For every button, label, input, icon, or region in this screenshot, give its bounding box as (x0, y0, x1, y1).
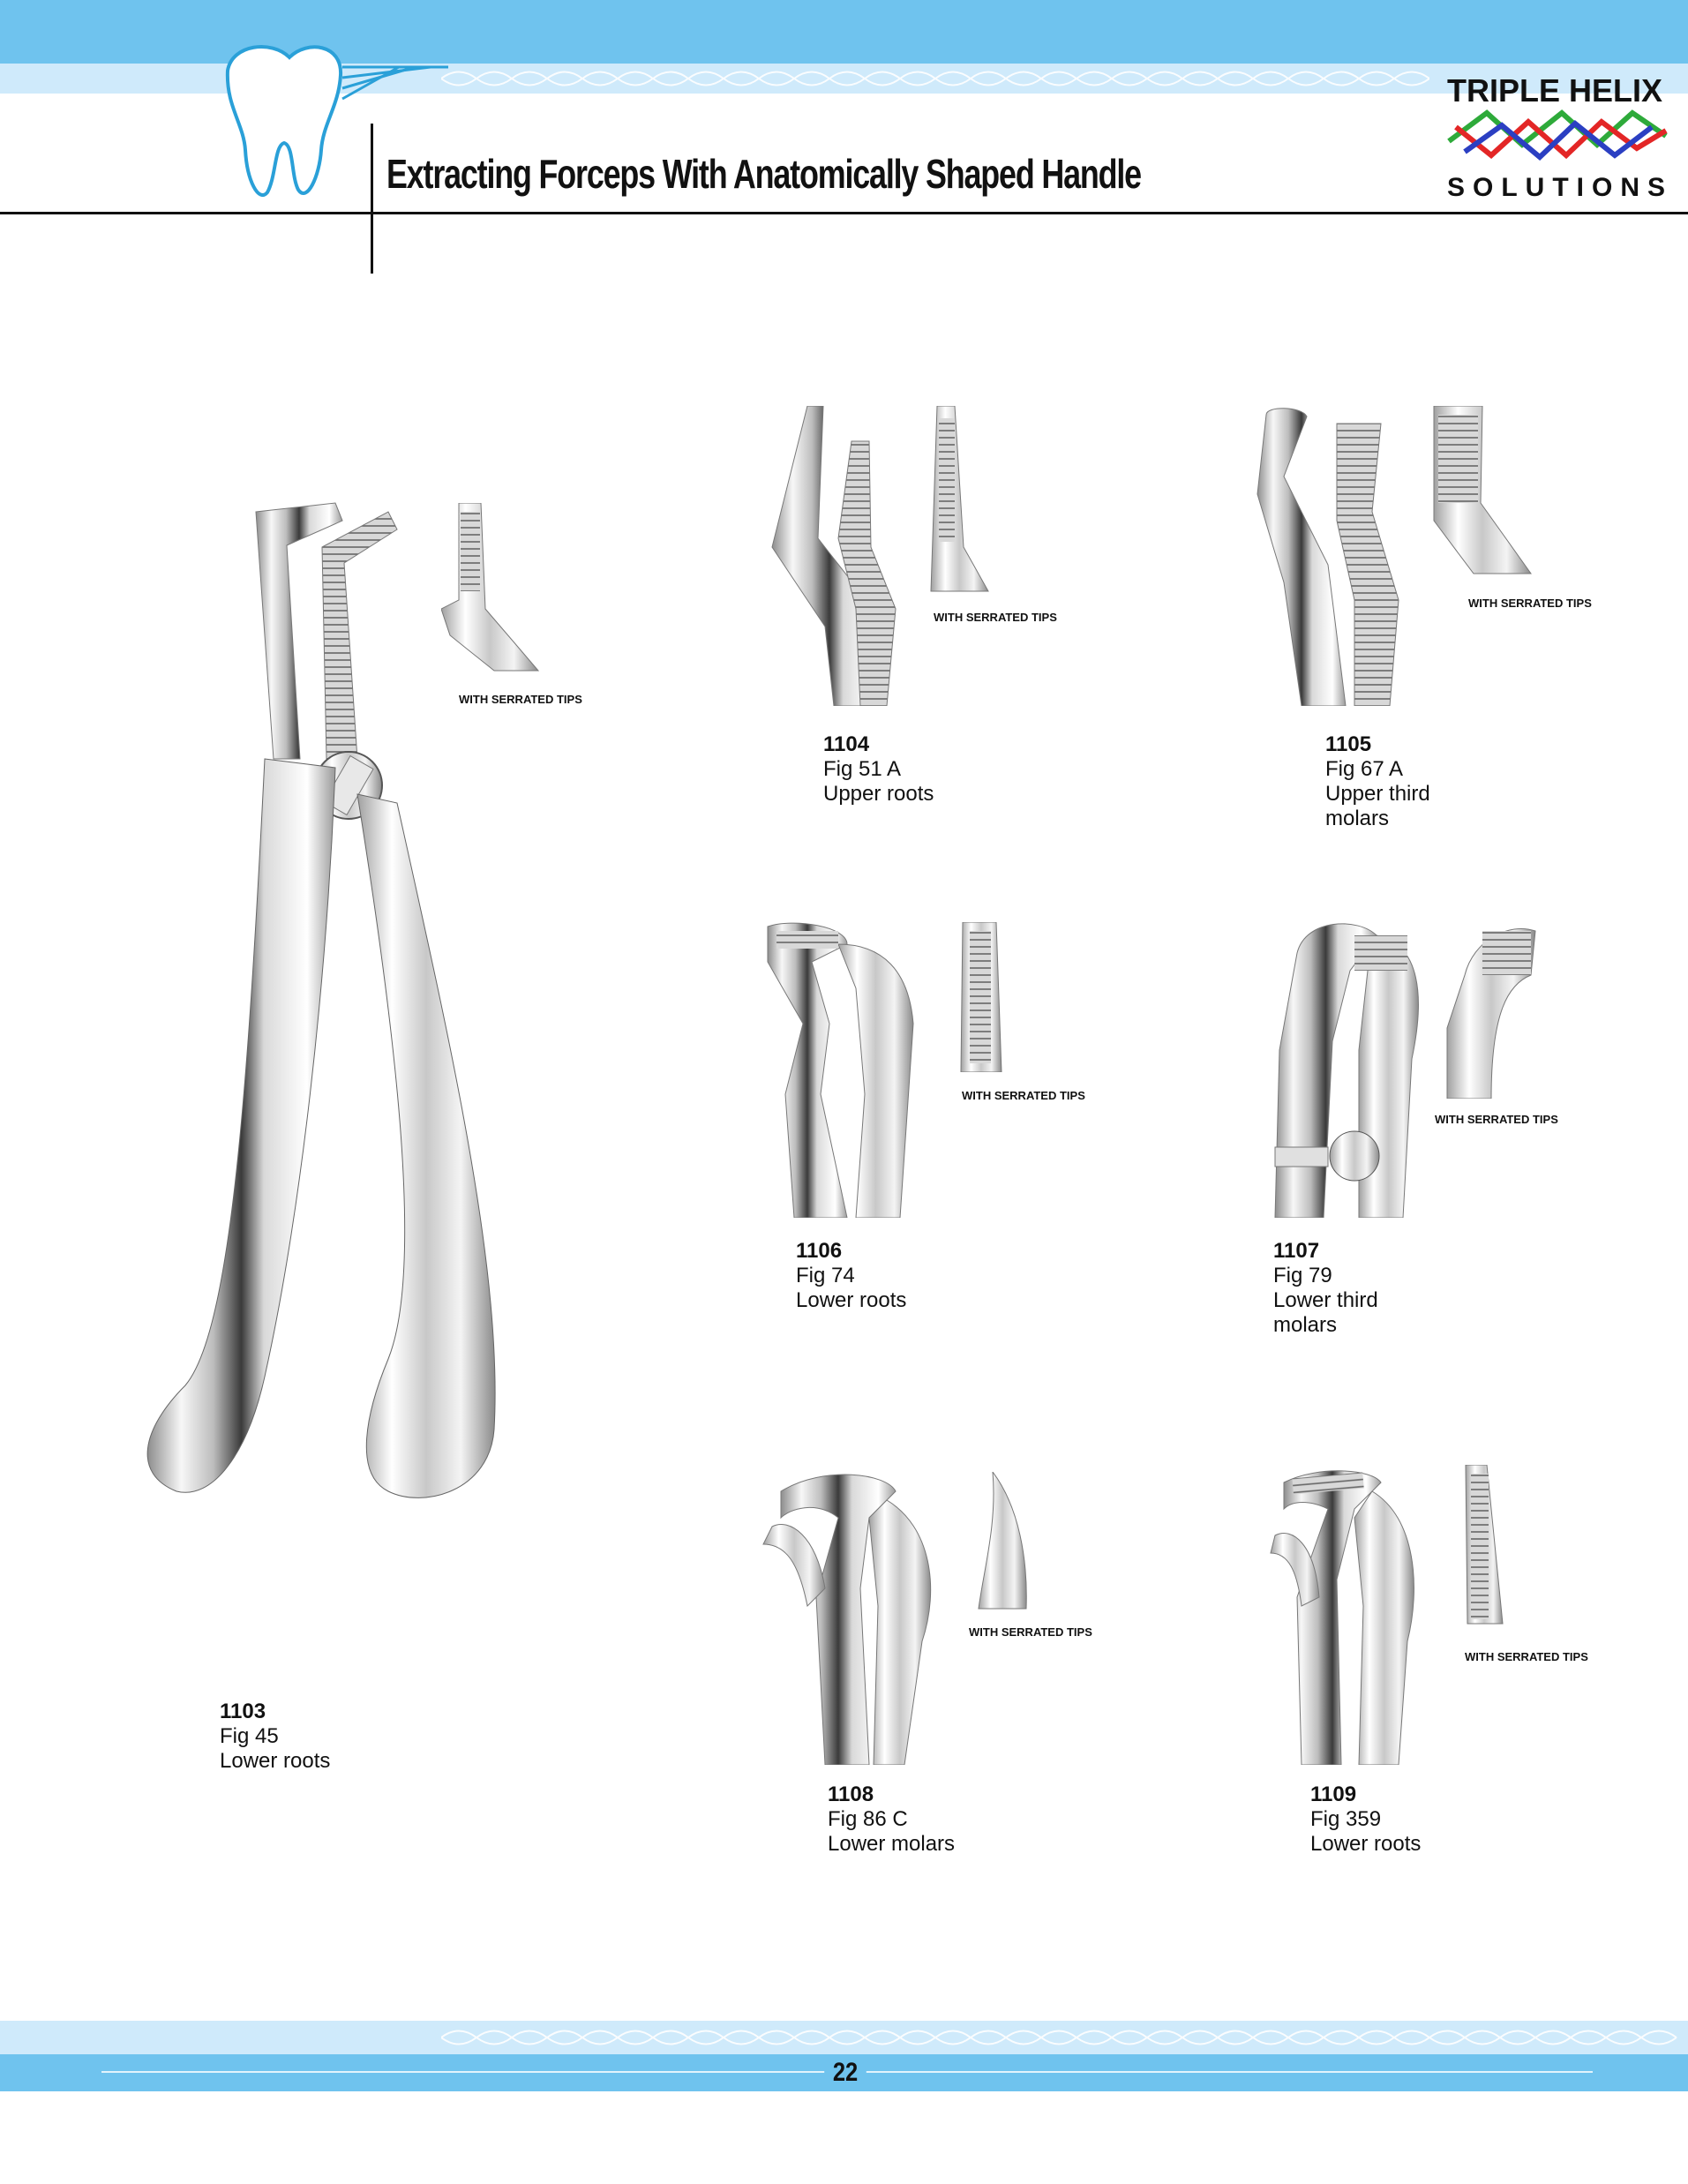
serrated-tip-1104-icon (927, 406, 997, 600)
product-desc-line-2: molars (1325, 807, 1390, 830)
page-number: 22 (824, 2054, 867, 2091)
tip-note: WITH SERRATED TIPS (459, 693, 582, 706)
serrated-tip-1106-icon (957, 922, 1010, 1072)
serrated-tip-1105-icon (1429, 406, 1535, 582)
page-title: Extracting Forceps With Anatomically Shaped Handle (386, 151, 1141, 197)
product-desc-line-1: Upper third (1325, 782, 1430, 806)
serrated-tip-1103-icon (441, 503, 547, 679)
product-code: 1107 (1273, 1239, 1320, 1263)
header-divider (371, 124, 373, 274)
serrated-tip-1107-icon (1438, 922, 1540, 1099)
forceps-1107-image[interactable] (1271, 918, 1429, 1218)
product-fig: Fig 86 C (828, 1807, 908, 1831)
product-code: 1109 (1310, 1782, 1357, 1806)
brand-name: TRIPLE HELIX (1447, 72, 1663, 109)
product-code: 1104 (823, 732, 870, 756)
forceps-1108-image[interactable] (754, 1465, 940, 1765)
chain-pattern (441, 2024, 1685, 2051)
tip-note: WITH SERRATED TIPS (962, 1089, 1085, 1102)
product-fig: Fig 74 (796, 1264, 855, 1287)
product-code: 1108 (828, 1782, 874, 1806)
product-code: 1106 (796, 1239, 843, 1263)
brand-subtitle: SOLUTIONS (1447, 173, 1674, 202)
chain-pattern (441, 65, 1429, 92)
product-fig: Fig 67 A (1325, 757, 1404, 781)
product-desc-line-2: molars (1273, 1313, 1338, 1337)
product-code: 1103 (220, 1700, 266, 1723)
tip-note: WITH SERRATED TIPS (969, 1625, 1092, 1639)
forceps-1109-image[interactable] (1266, 1465, 1425, 1765)
forceps-1105-image[interactable] (1249, 406, 1425, 706)
product-fig: Fig 51 A (823, 757, 902, 781)
product-desc-line-1: Lower third (1273, 1288, 1378, 1312)
tip-note: WITH SERRATED TIPS (1435, 1113, 1558, 1126)
product-fig: Fig 359 (1310, 1807, 1382, 1831)
forceps-1104-image[interactable] (754, 406, 949, 706)
tip-note: WITH SERRATED TIPS (934, 611, 1057, 624)
serrated-tip-1109-icon (1460, 1465, 1509, 1632)
product-desc: Upper roots (823, 782, 934, 806)
product-desc: Lower roots (796, 1288, 907, 1312)
product-desc: Lower molars (828, 1832, 956, 1856)
product-fig: Fig 79 (1273, 1264, 1332, 1287)
product-desc: Lower roots (220, 1749, 331, 1773)
product-desc: Lower roots (1310, 1832, 1422, 1856)
product-code: 1105 (1325, 732, 1372, 756)
forceps-1106-image[interactable] (759, 918, 927, 1218)
helix-logo-icon (1447, 104, 1668, 168)
header-rule (0, 212, 1688, 214)
serrated-tip-1108-icon (975, 1472, 1032, 1613)
product-fig: Fig 45 (220, 1724, 279, 1748)
tip-note: WITH SERRATED TIPS (1468, 597, 1592, 610)
tip-note: WITH SERRATED TIPS (1465, 1650, 1588, 1663)
